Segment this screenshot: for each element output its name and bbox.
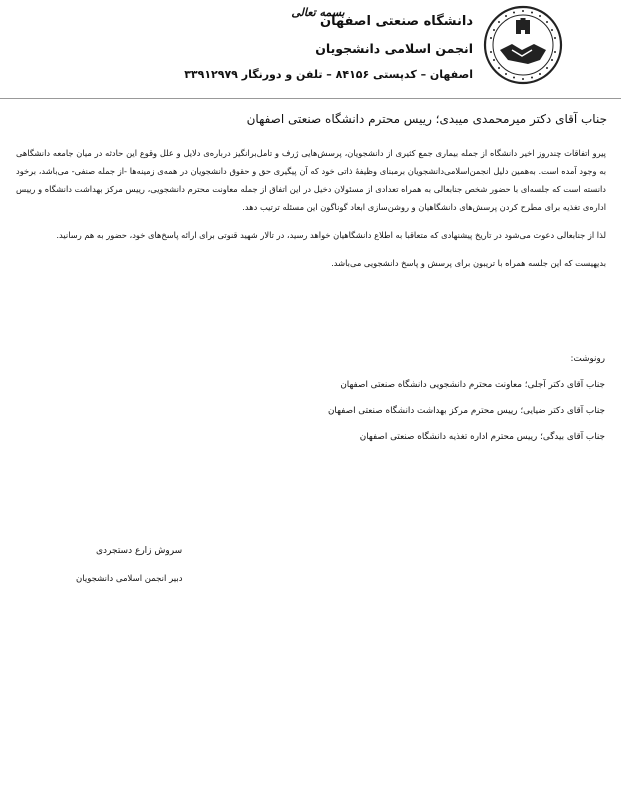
address-line: اصفهان – کدپستی ۸۴۱۵۶ – تلفن و دورنگار ۳۳۹۱۲۹۷۹ <box>184 68 473 81</box>
bismillah-heading: بسمه تعالی <box>291 6 345 19</box>
association-name: انجمن اسلامی دانشجویان <box>315 41 473 56</box>
header-divider <box>0 98 621 99</box>
letter-body <box>16 144 606 282</box>
body-paragraph-2: لذا از جنابعالی دعوت می‌شود در تاریخ پیشنهادی که متعاقبا به اطلاع دانشگاهیان خواهد رسید، در تالار شهید قنوتی برای ارائه پاسخ‌های خود، حضور به هم رسانید. <box>56 230 606 240</box>
cc-list <box>328 378 605 456</box>
cc-item: جناب آقای دکتر ضیایی؛ رییس محترم مرکز بهداشت دانشگاه صنعتی اصفهان <box>327 406 605 416</box>
handshake-seal-icon <box>482 4 564 86</box>
cc-title: رونوشت: <box>570 354 605 364</box>
cc-item: جناب آقای بیدگی؛ رییس محترم اداره تغذیه دانشگاه صنعتی اصفهان <box>359 432 605 442</box>
cc-item: جناب آقای دکتر آجلی؛ معاونت محترم دانشجویی دانشگاه صنعتی اصفهان <box>340 380 605 390</box>
signatory-name: سروش زارع دستجردی <box>96 546 183 556</box>
signatory-title: دبیر انجمن اسلامی دانشجویان <box>76 574 183 584</box>
university-name: دانشگاه صنعتی اصفهان <box>319 14 473 29</box>
body-paragraph-3: بدیهیست که این جلسه همراه با تریبون برای پرسش و پاسخ دانشجویی می‌باشد. <box>331 258 606 268</box>
letterhead <box>315 14 473 56</box>
recipient-line: جناب آقای دکتر میرمحمدی میبدی؛ رییس محترم دانشگاه صنعتی اصفهان <box>246 112 607 126</box>
body-paragraph-1: پیرو اتفاقات چندروز اخیر دانشگاه از جمله بیماری جمع کثیری از دانشجویان، پرسش‌هایی ژرف و تامل‌برانگیز درباره‌ی دلایل و علل وقوع این حادثه در میان جامعه دانشگاهی به وجود آمده است. به‌همین دلیل انجمن‌اسلامی‌دانشجویان برمبنای وظیفهٔ ذاتی خود که آن پیگیری حق و حقوق دانشجویان در همه‌ی زمینه‌ها -از جمله صنفی- می‌باشد، برخود دانسته است که جلسه‌ای با حضور شخص جنابعالی به همراه تعدادی از مسئولان دخیل در این اتفاق از جمله معاونت محترم دانشجویی، رییس مرکز بهداشت دانشگاه و رییس اداره‌ی تغذیه برای مطرح کردن پرسش‌های دانشگاهیان و روشن‌سازی ابعاد گوناگون این مسئله ترتیب دهد. <box>16 148 606 212</box>
